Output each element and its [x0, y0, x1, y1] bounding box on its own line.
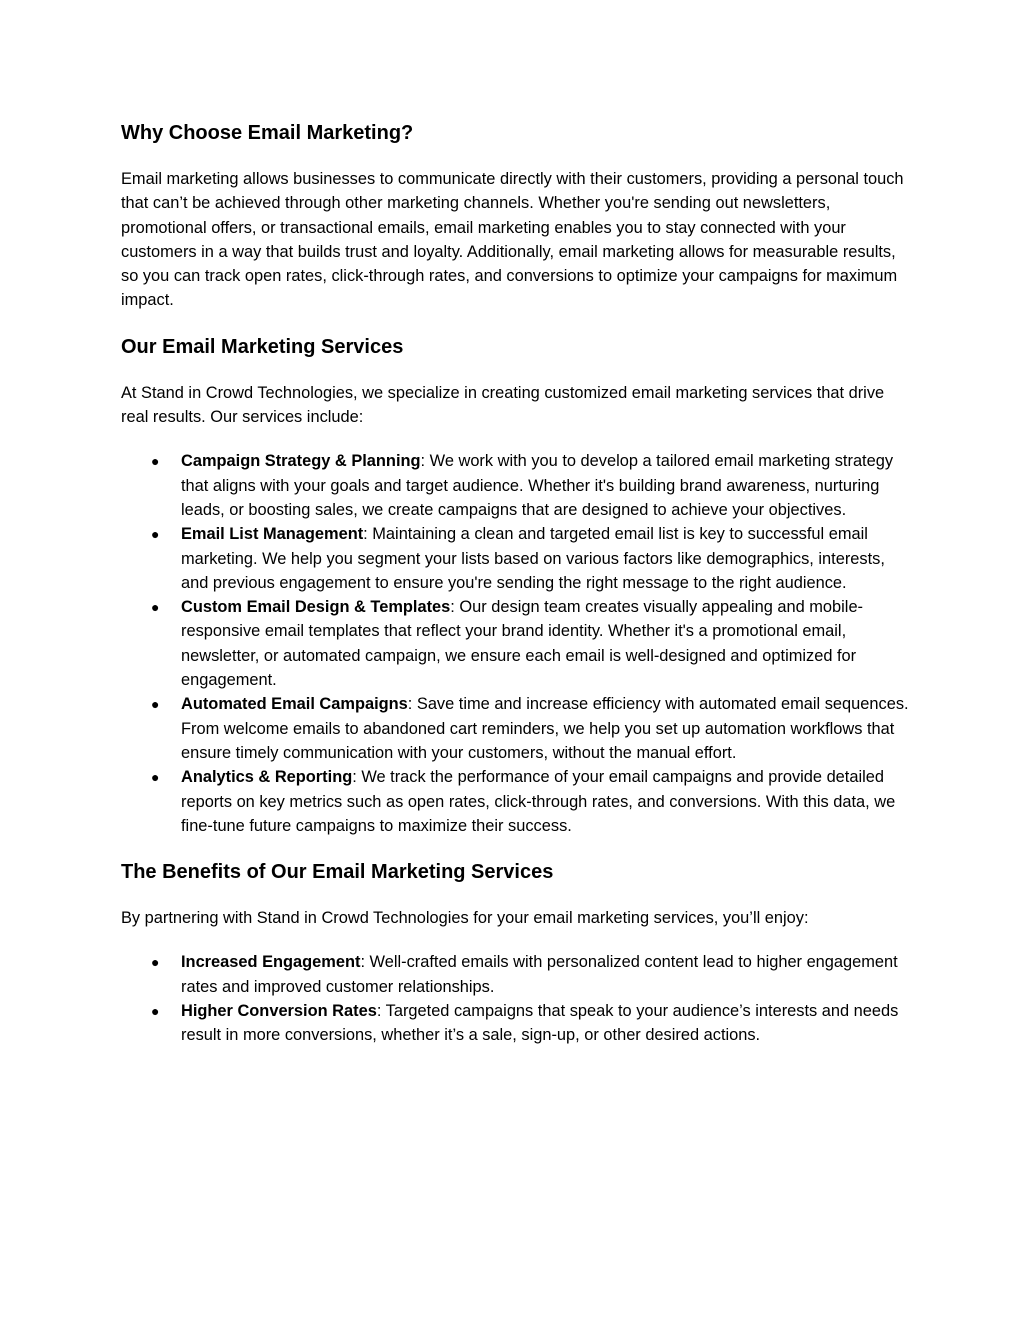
list-item-term: Increased Engagement [181, 953, 361, 972]
bullet-icon: ● [151, 599, 160, 616]
list-item [121, 999, 911, 1048]
list-item-term: Campaign Strategy & Planning [181, 452, 421, 471]
list-item [121, 449, 911, 522]
section-heading-benefits: The Benefits of Our Email Marketing Services [121, 861, 554, 884]
list-item-text: : Our design team creates visually appealing and mobile-responsive email templates that reflect your brand identity. Whether it's a promotional email, newsletter, or automated campaign, we ensure each email is well-designed and optimized for engagement. [181, 598, 864, 690]
list-item [121, 692, 911, 765]
section-paragraph-services: At Stand in Crowd Technologies, we specialize in creating customized email marketing services that drive real results. Our services include: [121, 383, 885, 427]
list-item [121, 765, 911, 838]
list-item [121, 950, 911, 999]
document-page [121, 118, 911, 1048]
list-item-term: Higher Conversion Rates [181, 1002, 377, 1021]
list-item-text: : Well-crafted emails with personalized content lead to higher engagement rates and improved customer relationships. [181, 953, 898, 996]
section-paragraph-why-choose: Email marketing allows businesses to communicate directly with their customers, providing a personal touch that can’t be achieved through other marketing channels. Whether you're sending out newsletters, promotional offers, or transactional emails, email marketing enables you to stay connected with your customers in a way that builds trust and loyalty. Additionally, email marketing allows for measurable results, so you can track open rates, click-through rates, and conversions to optimize your campaigns for maximum impact. [121, 170, 904, 310]
bullet-icon: ● [151, 954, 160, 971]
bullet-icon: ● [151, 526, 160, 543]
list-item-text: : Save time and increase efficiency with automated email sequences. From welcome emails to abandoned cart reminders, we help you set up automation workflows that ensure timely communication with your customers, without the manual effort. [181, 695, 909, 762]
list-item-term: Analytics & Reporting [181, 768, 353, 787]
list-item-term: Automated Email Campaigns [181, 695, 408, 714]
list-item-text: : Maintaining a clean and targeted email list is key to successful email marketing. We help you segment your lists based on various factors like demographics, interests, and previous engagement to ensure you're sending the right message to the right audience. [181, 525, 885, 592]
services-list [121, 449, 911, 838]
list-item [121, 595, 911, 692]
list-item-text: : Targeted campaigns that speak to your audience’s interests and needs result in more conversions, whether it’s a sale, sign-up, or other desired actions. [181, 1002, 899, 1045]
bullet-icon: ● [151, 696, 160, 713]
bullet-icon: ● [151, 1003, 160, 1020]
list-item-term: Custom Email Design & Templates [181, 598, 451, 617]
section-heading-services: Our Email Marketing Services [121, 335, 404, 358]
section-paragraph-benefits: By partnering with Stand in Crowd Technologies for your email marketing services, you’ll enjoy: [121, 909, 809, 928]
list-item-text: : We track the performance of your email campaigns and provide detailed reports on key metrics such as open rates, click-through rates, and conversions. With this data, we fine-tune future campaigns to maximize their success. [181, 768, 896, 835]
list-item-term: Email List Management [181, 525, 364, 544]
section-heading-why-choose: Why Choose Email Marketing? [121, 122, 414, 144]
list-item-text: : We work with you to develop a tailored email marketing strategy that aligns with your goals and target audience. Whether it's building brand awareness, nurturing leads, or boosting sales, we create campaigns that are designed to achieve your objectives. [181, 452, 894, 519]
benefits-list [121, 950, 911, 1047]
bullet-icon: ● [151, 453, 160, 470]
list-item [121, 522, 911, 595]
bullet-icon: ● [151, 769, 160, 786]
